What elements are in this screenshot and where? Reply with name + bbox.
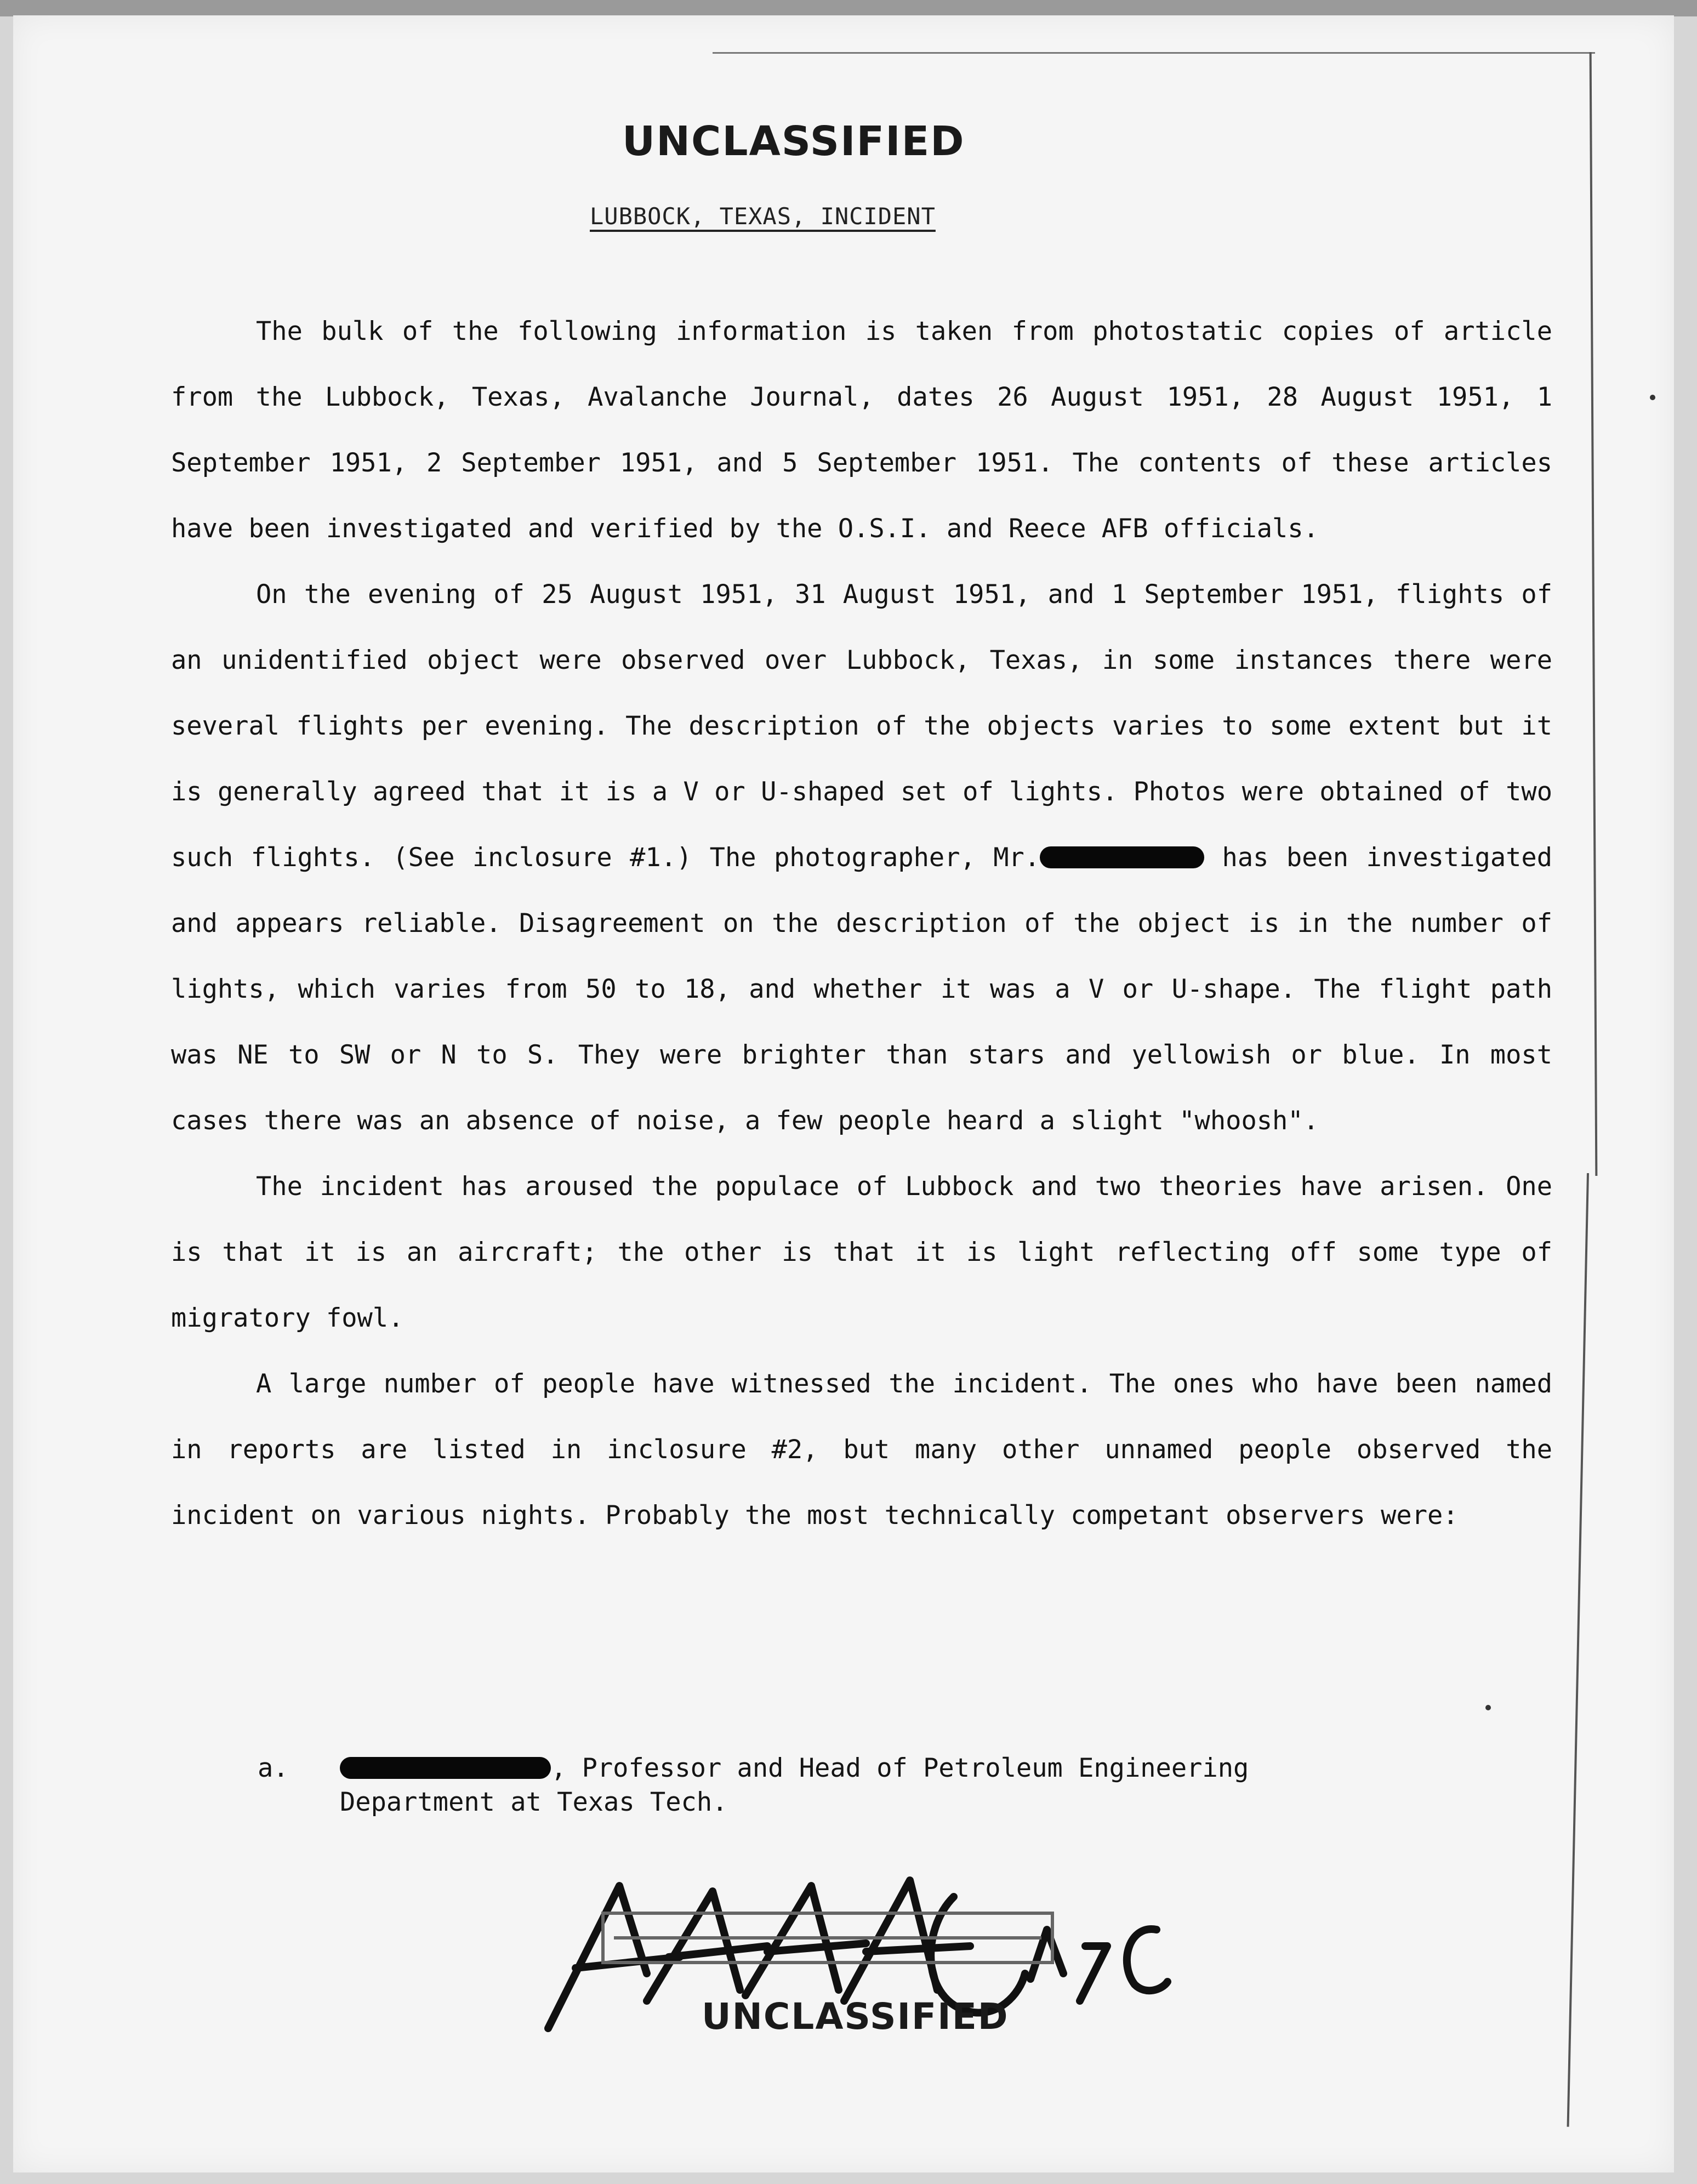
scan-top-strip (0, 0, 1697, 16)
classification-stamp-bottom: UNCLASSIFIED (702, 1995, 1009, 2038)
document-body (171, 299, 1552, 1549)
page-title: LUBBOCK, TEXAS, INCIDENT (590, 203, 936, 230)
paragraph-1: The bulk of the following information is taken from photostatic copies of article from the Lubbock, Texas, Avalanche Journal, dates 26 August 1951, 28 August 1951, 1 September 1951, 2 September 1951, and 5 September 1951. The contents of these articles have been investigated and verified by the O.S.I. and Reece AFB officials. (171, 316, 1552, 544)
list-item-line-1 (340, 1753, 1249, 1783)
classification-stamp-top: UNCLASSIFIED (622, 118, 965, 165)
paragraph-2-part-2: has been investigated and appears reliable. Disagreement on the description of the object is in the number of lights, which varies from 50 to 18, and whether it was a V or U-shape. The flight path was NE to SW or N to S. They were brighter than stars and yellowish or blue. In most cases there was an absence of noise, a few people heard a slight "whoosh". (171, 843, 1553, 1136)
list-item-letter: a. (258, 1753, 289, 1783)
speck (1485, 1705, 1491, 1710)
paragraph-4: A large number of people have witnessed the incident. The ones who have been named in reports are listed in inclosure #2, but many other unnamed people observed the incident on various nights. Probably the most technically competant observers were: (171, 1369, 1552, 1531)
redaction-mark (340, 1757, 551, 1779)
redaction-mark (1040, 846, 1204, 868)
observer-list-item (258, 1751, 1354, 1819)
paragraph-2-part-1: On the evening of 25 August 1951, 31 August 1951, and 1 September 1951, flights of an unidentified object were observed over Lubbock, Texas, in some instances there were several flights per evening. The description of the objects varies to some extent but it is generally agreed that it is a V or U-shaped set of lights. Photos were obtained of two such flights. (See inclosure #1.) The photographer, Mr. (171, 579, 1552, 873)
speck (1650, 395, 1655, 400)
list-item-line-2: Department at Texas Tech. (340, 1787, 728, 1817)
paragraph-2 (171, 562, 1552, 1154)
list-item-text-1: , Professor and Head of Petroleum Engineering (551, 1753, 1249, 1783)
paragraph-3: The incident has aroused the populace of Lubbock and two theories have arisen. One is that it is an aircraft; the other is that it is light reflecting off some type of migratory fowl. (171, 1171, 1552, 1333)
page-edge-top (713, 52, 1595, 54)
